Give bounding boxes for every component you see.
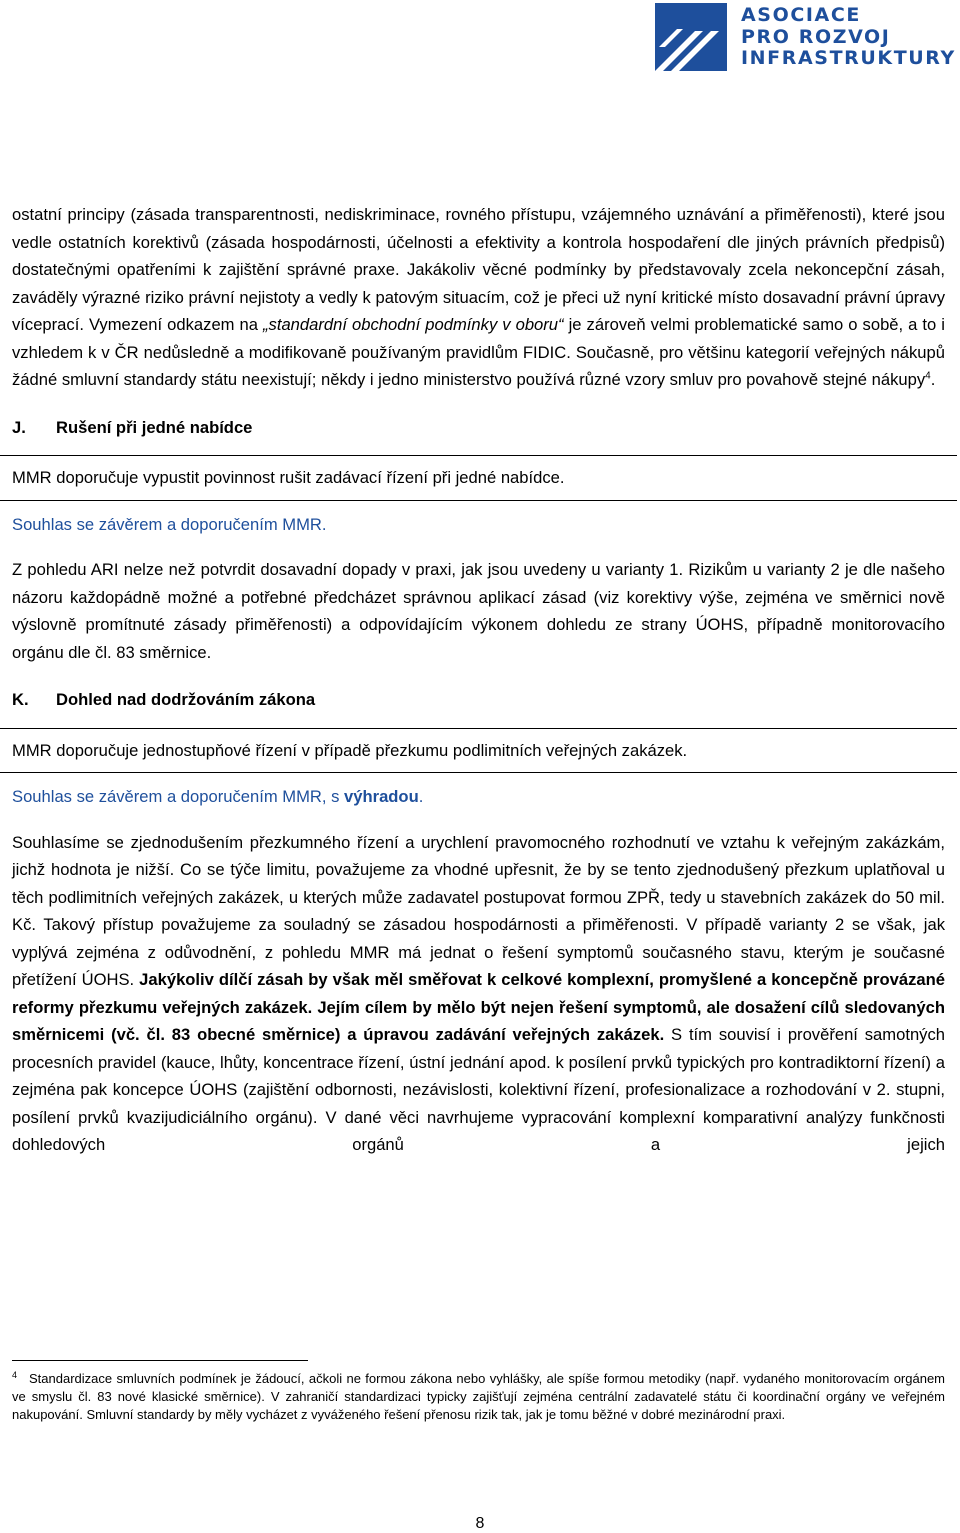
quoted-term: „standardní obchodní podmínky v oboru“	[263, 315, 564, 334]
section-j-heading	[12, 414, 945, 442]
paragraph-continued: ostatní principy (zásada transparentnosti, nediskriminace, rovného přístupu, vzájemného uznávání a přiměřenosti), které jsou vedle ostatních korektivů (zásada hospodárnosti, účelnosti a efektivity a kontrola hospodaření dle jiných právních předpisů) dostatečnými opatřeními k zajištění správné praxe. Jakákoliv věcné podmínky by představovaly zcela nekoncepční zásah, zaváděly výrazné riziko právní nejistoty a vedly k patovým situacím, což je přeci už nyní kritické místo dosavadní právní úpravy víceprací. Vymezení odkazem na „standardní obchodní podmínky v oboru“ je zároveň velmi problematické samo o sobě, a to i vzhledem k v ČR nedůsledně a modifikovaně používaným pravidlům FIDIC. Současně, pro většinu kategorií veřejných nákupů žádné smluvní standardy státu neexistují; někdy i jedno ministerstvo používá různé vzory smluv pro povahově stejné nákupy$^4$.	[12, 205, 945, 389]
section-j-recommendation: MMR doporučuje vypustit povinnost rušit zadávací řízení při jedné nabídce.	[0, 455, 957, 501]
logo-line-1: ASOCIACE	[741, 4, 861, 26]
section-k-agreement: Souhlas se závěrem a doporučením MMR, s výhradou.	[12, 787, 424, 806]
section-k-heading	[12, 686, 945, 714]
section-letter: J.	[12, 417, 26, 437]
section-letter: K.	[12, 690, 29, 709]
ari-logo-mark-icon	[655, 3, 727, 71]
page-number: 8	[475, 1515, 485, 1532]
footnote-separator	[12, 1360, 308, 1361]
section-k-recommendation: MMR doporučuje jednostupňové řízení v případě přezkumu podlimitních veřejných zakázek.	[0, 728, 957, 774]
section-j-agreement: Souhlas se závěrem a doporučením MMR.	[12, 514, 327, 534]
logo-text	[741, 5, 956, 70]
emphasis: Jakýkoliv dílčí zásah by však měl směřovat k celkové komplexní, promyšlené a koncepčně provázané reformy přezkumu veřejných zakázek. Jejím cílem by mělo být nejen řešení symptomů, ale dosažení cílů sledovaných směrnicemi (vč. čl. 83 obecné směrnice) a úpravou zadávání veřejných zakázek.	[12, 970, 945, 1044]
document-body	[12, 201, 945, 1159]
footnote-number: 4	[12, 1369, 18, 1380]
section-title: Dohled nad dodržováním zákona	[56, 690, 316, 709]
ari-logo	[655, 3, 955, 71]
section-k-text: Souhlasíme se zjednodušením přezkumného řízení a urychlení pravomocného rozhodnutí ve vztahu k veřejným zakázkám, jichž hodnota je nižší. Co se týče limitu, považujeme za vhodné upřesnit, že by se tento zjednodušený přezkum uplatňoval u těch podlimitních veřejných zakázek, u kterých může zadavatel postupovat formou ZPŘ, tedy u stavebních zakázek do 50 mil. Kč. Takový přístup považujeme za souladný se zásadou hospodárnosti a přiměřenosti. V případě varianty 2 se však, jak vyplývá zejména z odůvodnění, z pohledu MMR má jednat o řešení symptomů současného stavu, kterým je současné přetížení ÚOHS. Jakýkoliv dílčí zásah by však měl směřovat k celkové komplexní, promyšlené a koncepčně provázané reformy přezkumu veřejných zakázek. Jejím cílem by mělo být nejen řešení symptomů, ale dosažení cílů sledovaných směrnicemi (vč. čl. 83 obecné směrnice) a úpravou zadávání veřejných zakázek. S tím souvisí i prověření samotných procesních pravidel (kauce, lhůty, koncentrace řízení, ústní jednání apod. k posílení prvků typických pro kontradiktorní řízení) a zejména pak koncepce ÚOHS (zajištění odbornosti, nezávislosti, kolektivní řízení, profesionalizace a rozhodování v 2. stupni, posílení prvků kvazijudiciálního orgánu). V dané věci navrhujeme vypracování komplexní komparativní analýzy funkčnosti dohledových orgánů a jejich	[12, 832, 945, 1154]
footnote-ref[interactable]: 4	[925, 370, 931, 382]
section-title: Rušení při jedné nabídce	[56, 417, 253, 437]
logo-line-3: INFRASTRUKTURY	[741, 47, 956, 69]
section-j-text: Z pohledu ARI nelze než potvrdit dosavadní dopady v praxi, jak jsou uvedeny u varianty 1. Rizikům u varianty 2 je dle našeho názoru každopádně možné a potřebné předcházet správnou aplikací zásad (viz korektivy výše, zejména ve směrnici nově výslovně promítnuté zásady přiměřenosti) a odpovídajícím výkonem dohledu ze strany ÚOHS, případně monitorovacího orgánu dle čl. 83 směrnice.	[12, 560, 945, 662]
footnote	[12, 1370, 945, 1424]
footnote-text: Standardizace smluvních podmínek je žádoucí, ačkoli ne formou zákona nebo vyhlášky, ale spíše formou metodiky (např. vydaného monitorovacím orgánem ve smyslu čl. 83 nové klasické směrnice). V zahraničí standardizaci typicky zajišťují zejména centrální zadavatelé státu či koordinační orgány ve veřejném nakupování. Smluvní standardy by měly vycházet z vyváženého řešení přenosu rizik tak, jak je tomu běžné v dobré mezinárodní praxi.	[12, 1371, 945, 1422]
logo-line-2: PRO ROZVOJ	[741, 25, 891, 48]
